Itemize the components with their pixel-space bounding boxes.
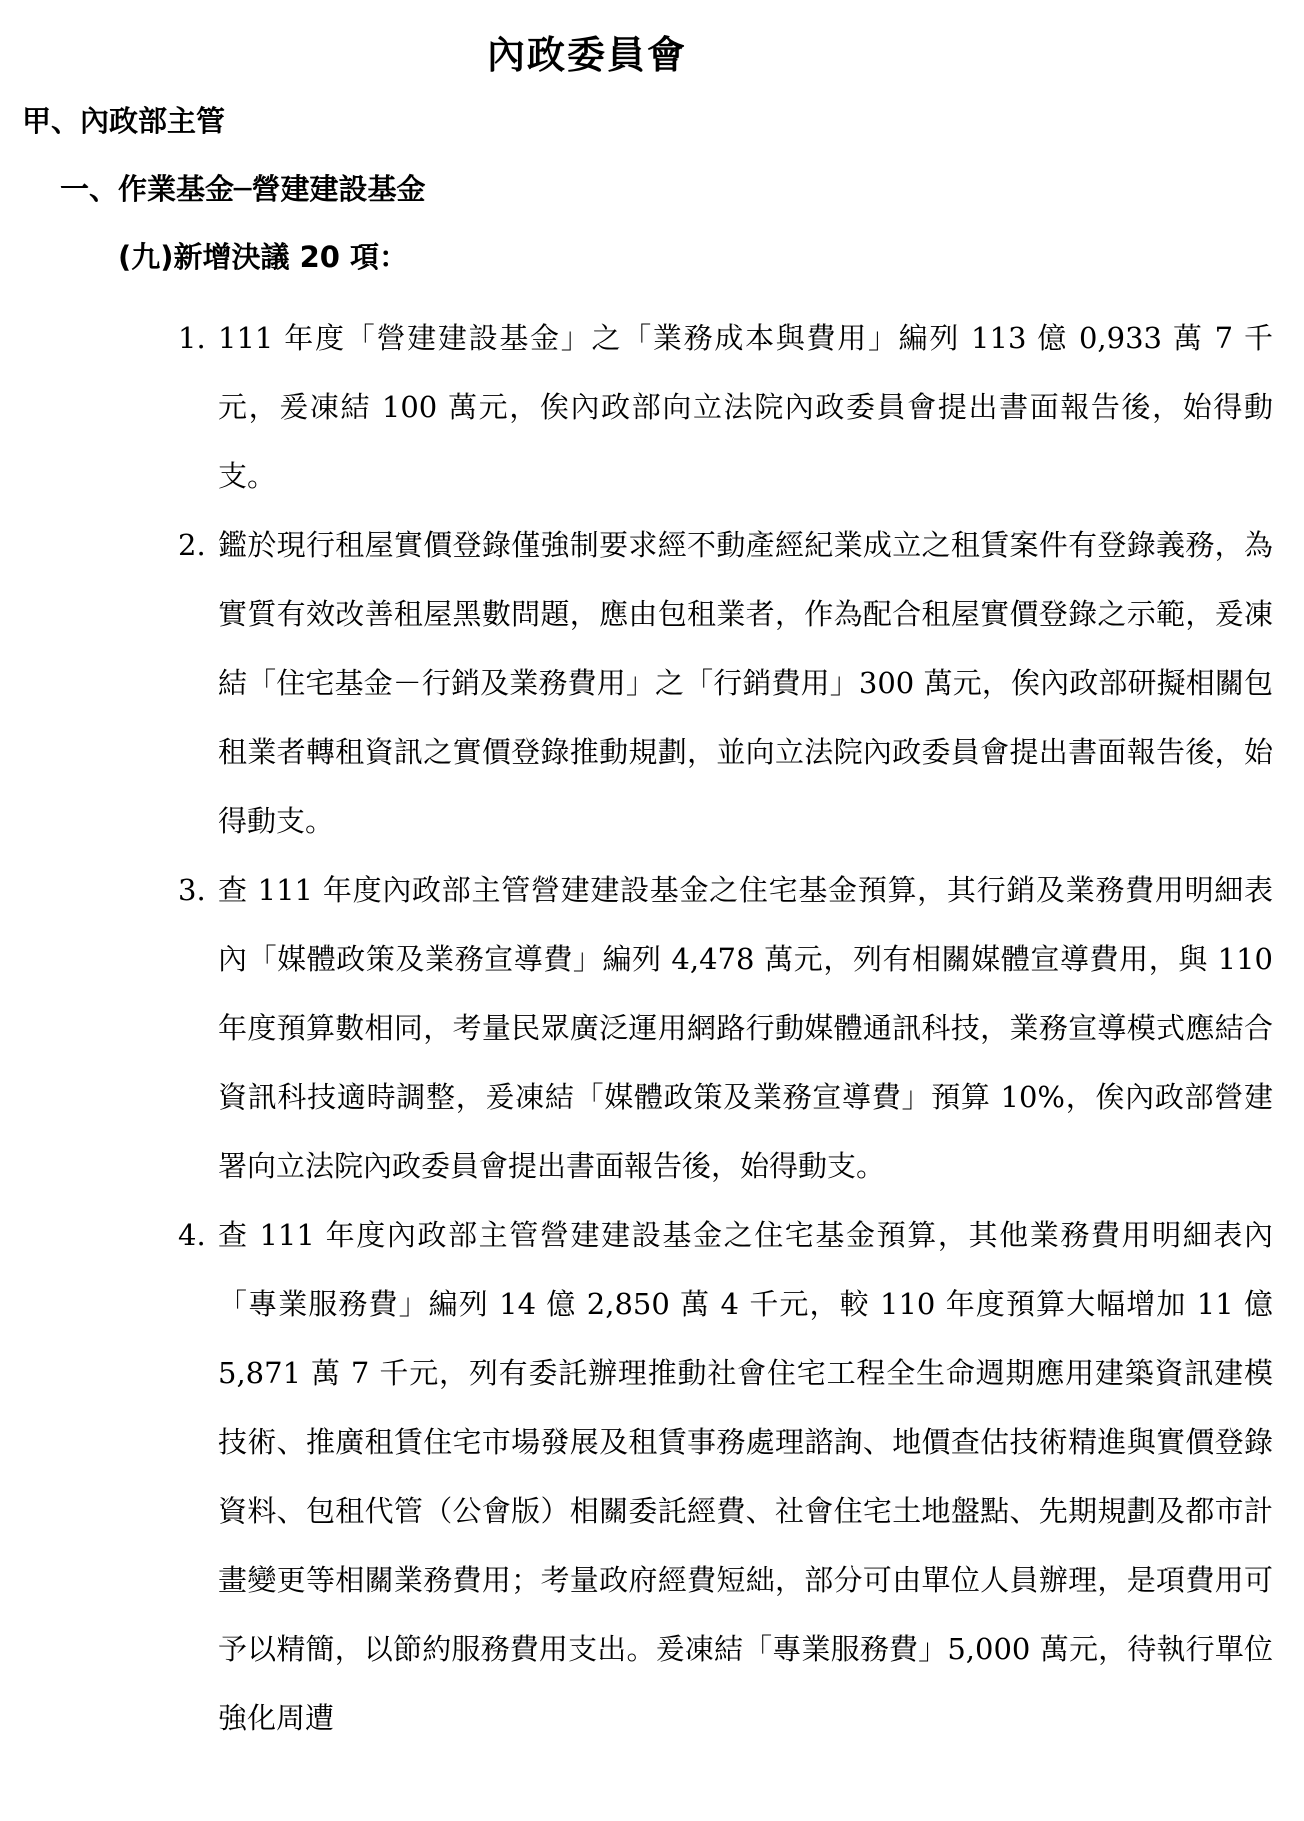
resolution-list — [178, 304, 1273, 1753]
resolution-number: 2. — [178, 528, 206, 562]
resolution-text: 查 111 年度內政部主管營建建設基金之住宅基金預算，其行銷及業務費用明細表內「媒體政策及業務宣導費」編列 4,478 萬元，列有相關媒體宣導費用，與 110 年度預算數相同，考量民眾廣泛運用網路行動媒體通訊科技，業務宣導模式應結合資訊科技適時調整，爰凍結「媒體政策及業務宣導費」預算 10%，俟內政部營建署向立法院內政委員會提出書面報告後，始得動支。 — [218, 873, 1273, 1183]
resolution-number: 4. — [178, 1218, 206, 1252]
resolution-item — [178, 856, 1273, 1201]
resolution-text: 鑑於現行租屋實價登錄僅強制要求經不動產經紀業成立之租賃案件有登錄義務，為實質有效改善租屋黑數問題，應由包租業者，作為配合租屋實價登錄之示範，爰凍結「住宅基金－行銷及業務費用」之「行銷費用」300 萬元，俟內政部研擬相關包租業者轉租資訊之實價登錄推動規劃，並向立法院內政委員會提出書面報告後，始得動支。 — [218, 528, 1273, 838]
resolution-text: 111 年度「營建建設基金」之「業務成本與費用」編列 113 億 0,933 萬 7 千元，爰凍結 100 萬元，俟內政部向立法院內政委員會提出書面報告後，始得動支。 — [218, 321, 1273, 493]
page-title-text: 內政委員會 — [486, 33, 687, 77]
resolution-item — [178, 304, 1273, 511]
resolution-item — [178, 511, 1273, 856]
section-heading-ministry: 甲、內政部主管 — [22, 104, 226, 138]
resolution-item — [178, 1201, 1273, 1753]
section-heading-fund: 一、作業基金─營建建設基金 — [60, 172, 426, 206]
resolution-number: 3. — [178, 873, 206, 907]
resolution-text: 查 111 年度內政部主管營建建設基金之住宅基金預算，其他業務費用明細表內「專業服務費」編列 14 億 2,850 萬 4 千元，較 110 年度預算大幅增加 11 億 5,871 萬 7 千元，列有委託辦理推動社會住宅工程全生命週期應用建築資訊建模技術、推廣租賃住宅市場發展及租賃事務處理諮詢、地價查估技術精進與實價登錄資料、包租代管（公會版）相關委託經費、社會住宅土地盤點、先期規劃及都市計畫變更等相關業務費用；考量政府經費短絀，部分可由單位人員辦理，是項費用可予以精簡，以節約服務費用支出。爰凍結「專業服務費」5,000 萬元，待執行單位強化周遭 — [218, 1218, 1273, 1735]
page-title — [0, 28, 1304, 82]
section-heading-resolutions: (九)新增決議 20 項： — [118, 240, 409, 274]
resolution-number: 1. — [178, 321, 206, 355]
